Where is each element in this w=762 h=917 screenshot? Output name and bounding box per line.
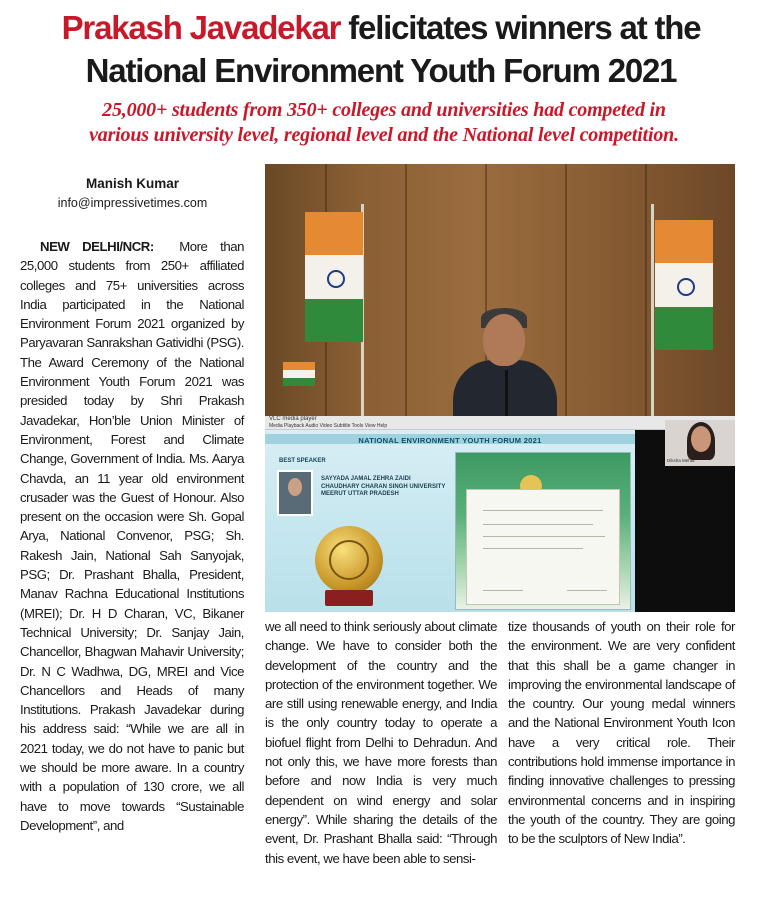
headline-line-2: National Environment Youth Forum 2021 xyxy=(85,52,677,89)
certificate-image xyxy=(455,452,631,610)
headline-line-1 xyxy=(0,6,762,49)
medal-trophy-icon xyxy=(305,526,393,606)
headline-highlight: Prakash Javadekar xyxy=(61,9,341,46)
headline-rest: felicitates winners at the xyxy=(340,9,701,46)
press-photo-minister xyxy=(265,164,735,416)
player-menu: Media Playback Audio Video Subtitle Tools View Help xyxy=(269,423,388,429)
article-column-3: tize thousands of youth on their role for the environment. We are very confident that this shall be a game changer in improving the environmental landscape of the country. Our young medal winners and the National Environment Youth Icon have a very critical role. Their contributions hold immense importance in finding innovative challenges to pressing environmental concerns and in inspiring the youth of the country. They are going to be the sculptors of New India”. xyxy=(508,619,735,847)
author-name: Manish Kumar xyxy=(85,176,180,191)
winner-university: CHAUDHARY CHARAN SINGH UNIVERSITY MEERUT UTTAR PRADESH xyxy=(321,483,446,497)
subheadline-line-1: 25,000+ students from 350+ colleges and universities had competed in xyxy=(102,99,666,121)
author-email: info@impressivetimes.com xyxy=(57,196,208,210)
winner-name: SAYYADA JAMAL ZEHRA ZAIDI xyxy=(321,476,411,482)
desk-flag-icon xyxy=(283,362,315,386)
subheadline-line-2: various university level, regional level and the National level competition. xyxy=(89,124,679,146)
subheadline xyxy=(14,98,754,148)
article-column-1 xyxy=(20,237,244,835)
slide-title: NATIONAL ENVIRONMENT YOUTH FORUM 2021 xyxy=(358,436,542,445)
screenshot-award-ceremony xyxy=(265,416,735,612)
winner-photo xyxy=(277,470,313,516)
indian-flag-right-icon xyxy=(655,220,713,350)
player-title: VLC media player xyxy=(269,416,317,422)
headline xyxy=(0,6,762,92)
article-column-2: we all need to think seriously about climate change. We have to consider both the development of the country and the protection of the environment together. We are still using renewable energy, and India is the only country today to operate a biofuel flight from Delhi to Dehradun. And not only this, we have more forests than before and now India is very much dependent on wind energy and solar energy”. While sharing the details of the event, Dr. Prashant Bhalla said: “Through this event, we have been able to sensi- xyxy=(265,619,497,866)
dateline: NEW DELHI/NCR: xyxy=(40,239,154,254)
microphone-icon xyxy=(505,370,508,416)
award-slide xyxy=(265,430,635,612)
byline xyxy=(20,174,245,213)
indian-flag-left-icon xyxy=(305,212,363,342)
best-speaker-label: BEST SPEAKER xyxy=(279,458,326,464)
participant-video-tile xyxy=(665,420,735,466)
column-1-text: More than 25,000 students from 250+ affiliated colleges and 75+ universities across India participated in the National Environment Forum 2021 organized by Paryavaran Sanrakshan Gatividhi (PSG). The Award Ceremony of the National Environment Youth Forum 2021 was presided today by Shri Prakash Javadekar, Hon’ble Union Minister of Environment, Forest and Climate Change, Government of India. Ms. Aarya Chavda, an 11 year old environment crusader was the Guest of Honour. Also present on the occasion were Sh. Gopal Arya, National Convenor, PSG; Sh. Rakesh Jain, National Sah Sanyojak, PSG; Dr. Prashant Bhalla, President, Manav Rachna Educational Institutions (MREI); Dr. H D Charan, VC, Bikaner Technical University; Dr. Sanjay Jain, Chancellor, Bhagwan Mahavir University; Dr. N C Wadhwa, DG, MREI and Vice Chancellors and Heads of many Institutions. Prakash Javadekar during his address said: “While we are all in 2021 today, we do not have to panic but we should be more aware. In a country with a population of 130 crore, we all have to move towards “Sustainable Development”, and xyxy=(20,239,244,833)
participant-name: Diksha Mehta xyxy=(667,458,695,463)
winner-details xyxy=(321,476,451,499)
